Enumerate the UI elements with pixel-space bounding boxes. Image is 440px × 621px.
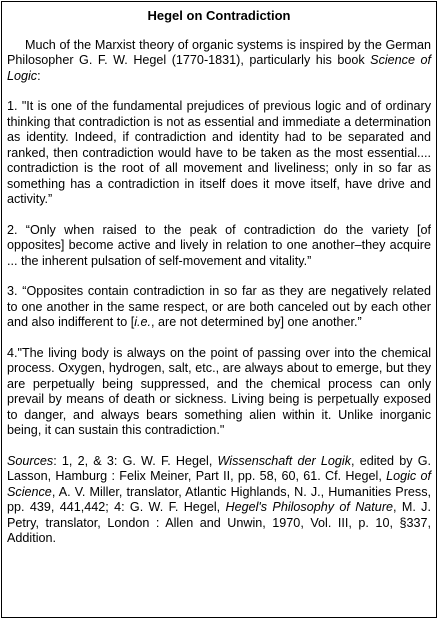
sources-text-b: , edited by G. Lasson, Hamburg : Felix Meiner, Part II, pp. 58, 60, 61. Cf. Hegel, — [7, 453, 431, 483]
sources-text-d: , M. J. Petry, translator, London : Allen and Unwin, 1970, Vol. III, p. 10, §337, Addition. — [7, 500, 431, 545]
quote-3-text-a: 3. “Opposites contain contradiction in so far as they are negatively related to one another in the same respect, or are both canceled out by each other and also indifferent to [ — [7, 284, 431, 329]
sources-book-1: Wissenschaft der Logik — [217, 453, 351, 468]
intro-text: Much of the Marxist theory of organic systems is inspired by the German Philosopher G. F. W. Hegel (1770-1831), particularly his book — [7, 37, 431, 67]
quote-4: 4."The living body is always on the point of passing over into the chemical process. Oxygen, hydrogen, salt, etc., are always about to emerge, but they are perpetually being suppressed, and the chemical process can only prevail by means of death or sickness. Living being is perpetually exposed to danger, and always bears something alien within it. Unlike inorganic being, it can sustain this contradiction." — [7, 345, 431, 437]
page-title: Hegel on Contradiction — [147, 8, 291, 23]
intro-book-title: Science of Logic — [7, 53, 431, 83]
document-box — [1, 1, 437, 618]
quote-1: 1. "It is one of the fundamental prejudices of previous logic and of ordinary thinking that contradiction is not as essential and immediate a determination as identity. Indeed, if contradiction and identity had to be separated and ranked, then contradiction would have to be taken as the most essential.... contradiction is the root of all movement and liveliness; only in so far as something has a contradiction in itself does it move itself, have drive and activity.” — [7, 99, 431, 206]
quote-3-text-b: , are not determined by] one another.” — [151, 315, 362, 329]
intro-paragraph — [7, 38, 431, 85]
sources-book-2: Logic of Science — [7, 469, 432, 499]
sources-text-c: , A. V. Miller, translator, Atlantic Highlands, N. J., Humanities Press, pp. 439, 441,442; 4: G. W. F. Hegel, — [7, 484, 431, 514]
sources-label: Sources — [7, 453, 54, 468]
quote-2: 2. “Only when raised to the peak of contradiction do the variety [of opposites] become active and lively in relation to one another–they acquire ... the inherent pulsation of self-movement and vitality.” — [7, 222, 431, 268]
sources-paragraph — [7, 454, 431, 547]
sources-book-3: Hegel's Philosophy of Nature — [225, 500, 394, 514]
intro-colon: : — [37, 68, 41, 83]
quote-3 — [7, 284, 431, 331]
quote-3-ie: i.e. — [134, 315, 152, 329]
sources-text-a: : 1, 2, & 3: G. W. F. Hegel, — [53, 453, 218, 468]
